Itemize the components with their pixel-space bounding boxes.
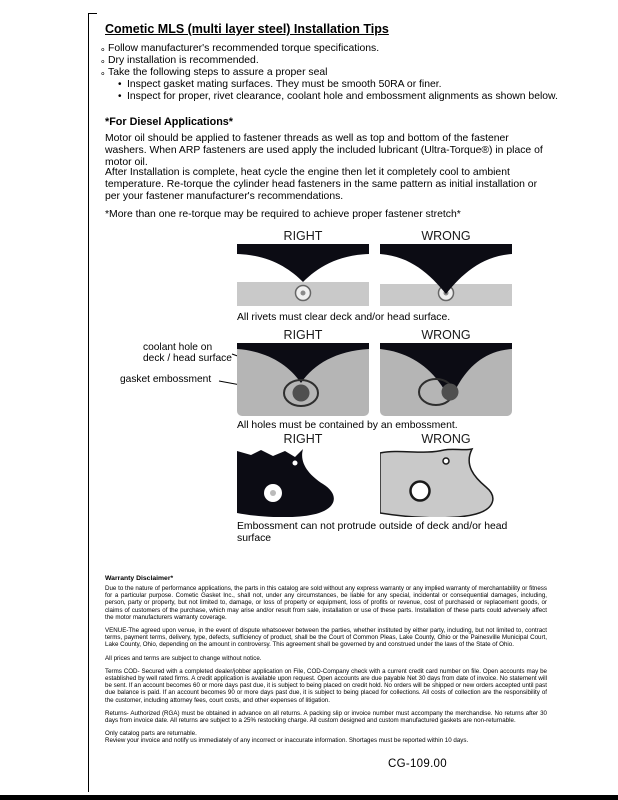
diesel-paragraph-1: Motor oil should be applied to fastener threads as well as top and bottom of the fastener washers. When ARP fasteners are used apply the included lubricant (Ultra-Torque®) in place of motor oil.	[105, 133, 543, 168]
disclaimer-paragraph: Returns- Authorized (RGA) must be obtained in advance on all returns. A packing slip or invoice number must accompany the merchandise. No returns after 30 days from invoice date. All returns are subject to a 25% restocking charge. All custom designed and custom manufactured gaskets are non-returnable.	[105, 709, 547, 725]
small-hole-icon	[443, 458, 449, 464]
list-item	[100, 91, 558, 103]
gasket-area-shape	[237, 449, 334, 517]
filled-bullet-icon: •	[118, 91, 122, 102]
bottom-crop-bar	[0, 795, 618, 800]
gasket-area-shape	[380, 449, 493, 517]
list-item	[100, 43, 558, 55]
wrong-header-row2: WRONG	[421, 328, 471, 342]
disclaimer-paragraph: All prices and terms are subject to change without notice.	[105, 654, 262, 662]
diagram-caption-row2: All holes must be contained by an embossment.	[237, 420, 458, 431]
rivet-center-icon	[301, 291, 306, 296]
tip-text: Inspect for proper, rivet clearance, coolant hole and embossment alignments as shown below.	[127, 91, 558, 102]
disclaimer-paragraph: VENUE-The agreed upon venue, in the event of dispute whatsoever between the parties, whether instituted by either party, including, but not limited to, contract terms, payment terms, delivery, type, defects, sufficiency of product, shall be the Court of Common Pleas, Lake County, Ohio or the Painesville Municipal Court, Lake County, Ohio, depending on the amount in controversy. This agreement shall be governed by and construed under the laws of the State of Ohio.	[105, 627, 547, 649]
right-header-row2: RIGHT	[283, 328, 323, 342]
diesel-applications-heading: *For Diesel Applications*	[105, 116, 233, 128]
tip-text: Take the following steps to assure a proper seal	[108, 67, 328, 78]
gasket-embossment-annotation: gasket embossment	[120, 374, 212, 385]
disclaimer-paragraph: Review your invoice and notify us immediately of any incorrect or inaccurate information. Shortages must be reported within 10 days.	[105, 737, 469, 745]
list-item	[100, 79, 558, 91]
open-bullet-icon: ∘	[100, 44, 106, 54]
filled-bullet-icon: •	[118, 79, 122, 90]
diagram-protrusion-wrong	[380, 447, 512, 517]
open-bullet-icon: ∘	[100, 68, 106, 78]
small-hole-icon	[293, 461, 298, 466]
diagram-rivet-wrong	[380, 244, 512, 306]
deck-surface-shape	[237, 244, 369, 282]
retorque-note: *More than one re-torque may be required to achieve proper fastener stretch*	[105, 209, 461, 220]
tip-text: Dry installation is recommended.	[108, 55, 259, 66]
list-item	[100, 67, 558, 79]
disclaimer-paragraph: Terms COD- Secured with a completed dealer/jobber application on File, COD-Company check with a current credit card number on file. Open accounts may be established by well rated firms. A credit application is available upon request. Open accounts are due payable Net 30 days from date of invoice. No statement will be sent. If an account becomes 60 or more days past due, it is subject to being placed on credit hold. No orders will be shipped or new orders accepted until past due balance is paid. If an account becomes 90 or more days past due, it is subject to being placed for collections. All costs of collection are the responsibility of the customer, including attorney fees, court costs, and other expenses of litigation.	[105, 667, 547, 704]
wrong-header-row1: WRONG	[421, 229, 471, 243]
tips-list	[100, 43, 558, 103]
diesel-paragraph-2: After Installation is complete, heat cycle the engine then let it completely cool to ambient temperature. Re-torque the cylinder head fasteners in the same pattern as initial installation or per your fastener manufacturer's recommendations.	[105, 167, 538, 202]
coolant-hole-icon	[293, 385, 310, 402]
disclaimer-heading: Warranty Disclaimer*	[105, 575, 174, 582]
diagram-rivet-right	[237, 244, 369, 306]
bolt-hole-icon	[411, 482, 430, 501]
rivet-touching-illustration	[380, 244, 512, 306]
diagram-protrusion-right	[237, 447, 369, 517]
hole-contained-illustration	[237, 343, 369, 416]
diagram-caption-row1: All rivets must clear deck and/or head surface.	[237, 312, 451, 323]
embossment-inside-illustration	[237, 447, 369, 517]
disclaimer-paragraph: Only catalog parts are returnable.	[105, 730, 197, 738]
right-header-row1: RIGHT	[283, 229, 323, 243]
diagram-embossment-wrong	[380, 343, 512, 416]
disclaimer-paragraph: Due to the nature of performance applications, the parts in this catalog are sold without any express warranty or any implied warranty of merchantability or fitness for a particular purpose. Cometic Gasket Inc., shall not, under any circumstances, be liable for any special, incidental or consequential damages, including, person, party or property, but not limited to, damage, or loss of property or equipment, loss of profits or revenue, cost of purchased or replacement goods, or claims of customers of the purchase, which may arise and/or result from sale, installation or use of these parts. Installation of these parts could adversely affect the motor manufacturers warranty coverage.	[105, 585, 547, 621]
warranty-disclaimer-section	[105, 575, 547, 751]
wrong-header-row3: WRONG	[421, 432, 471, 446]
embossment-protruding-illustration	[380, 447, 512, 517]
diagram-caption-row3: Embossment can not protrude outside of deck and/or head surface	[237, 521, 508, 544]
right-header-row3: RIGHT	[283, 432, 323, 446]
open-bullet-icon: ∘	[100, 56, 106, 66]
list-item	[100, 55, 558, 67]
bolt-hole-center-icon	[270, 490, 276, 496]
page-edge-tick	[88, 13, 97, 14]
tip-text: Inspect gasket mating surfaces. They must be smooth 50RA or finer.	[127, 79, 442, 90]
tip-text: Follow manufacturer's recommended torque specifications.	[108, 43, 380, 54]
page-edge-rule	[88, 13, 89, 792]
page-title: Cometic MLS (multi layer steel) Installation Tips	[105, 22, 389, 36]
rivet-clear-illustration	[237, 244, 369, 306]
coolant-hole-annotation: coolant hole on deck / head surface	[143, 342, 232, 364]
hole-not-contained-illustration	[380, 343, 512, 416]
page-number: CG-109.00	[388, 758, 447, 770]
diagram-embossment-right	[237, 343, 369, 416]
coolant-hole-icon	[442, 384, 459, 401]
